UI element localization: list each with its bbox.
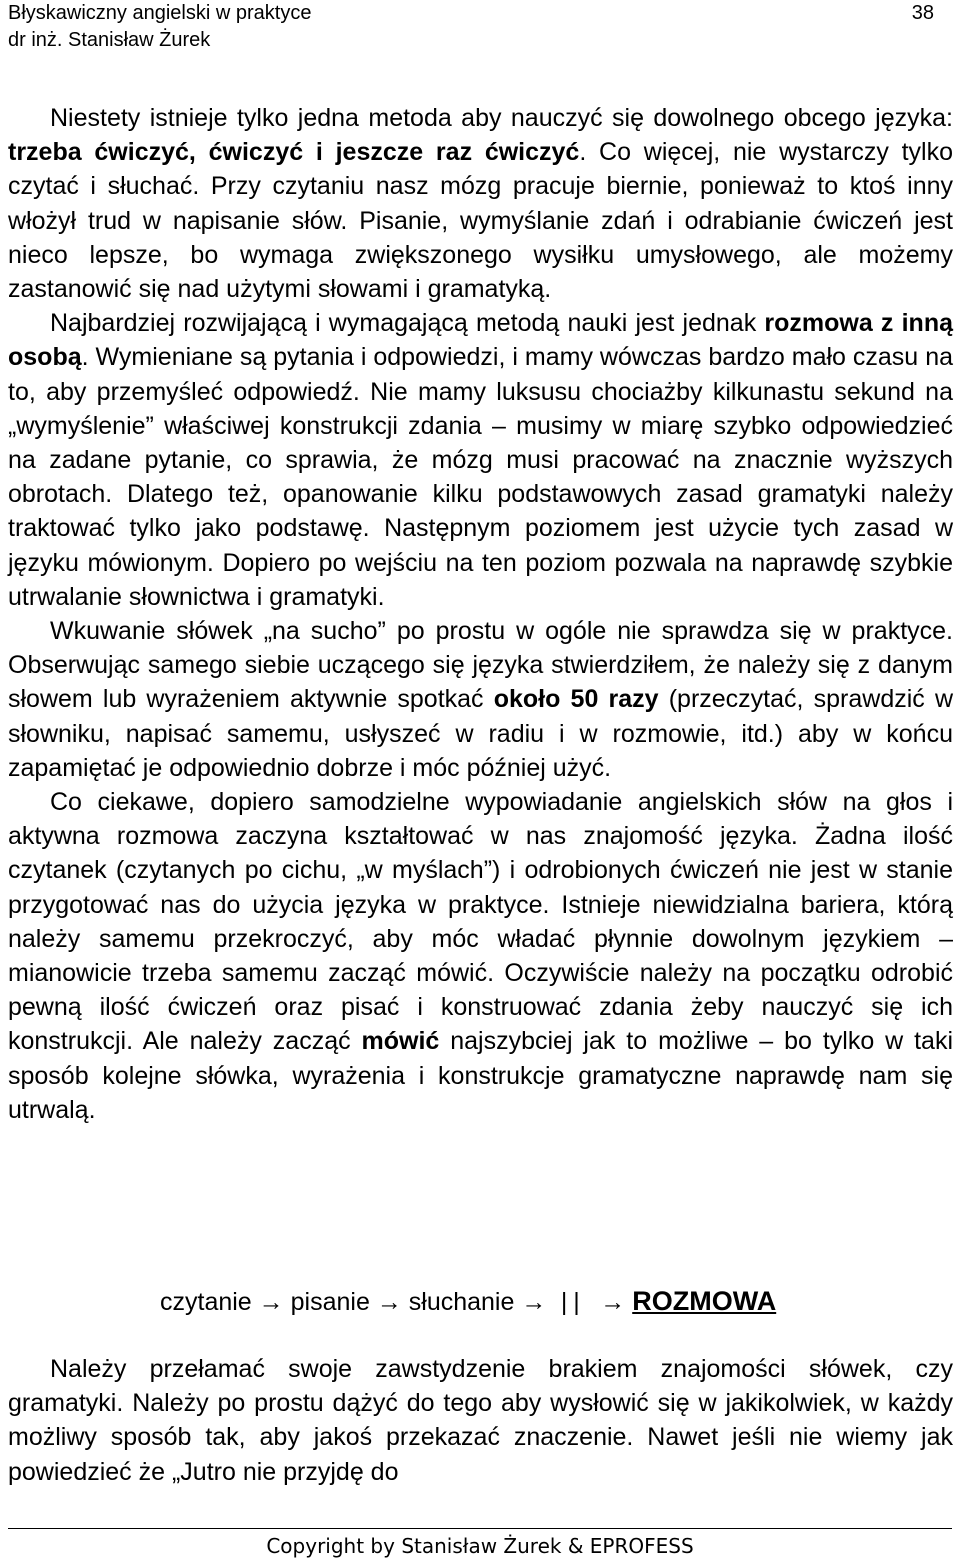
paragraph — [8, 785, 953, 1127]
arrow-right-icon: → — [258, 1288, 284, 1316]
text-run: Co ciekawe, dopiero samodzielne wypowiadanie angielskich słów na głos i aktywna rozmowa zaczyna kształtować w nas znajomość języka. Żadna ilość czytanek (czytanych po cichu, „w myślach”) i odrobionych ćwiczeń nie jest w stanie przygotować nas do użycia języka w praktyce. Istnieje niewidzialna bariera, którą należy samemu przekroczyć, aby móc władać płynnie dowolnym językiem – mianowicie trzeba samemu zacząć mówić. Oczywiście należy na początku odrobić pewną ilość ćwiczeń oraz pisać i konstruować zdania żeby nauczyć się ich konstrukcji. Ale należy zacząć — [8, 788, 953, 1056]
paragraph: Należy przełamać swoje zawstydzenie brakiem znajomości słówek, czy gramatyki. Należy po prostu dążyć do tego aby wysłowić się w jakikolwiek, w każdy możliwy sposób tak, aby jakoś przekazać znaczenie. Nawet jeśli nie wiemy jak powiedzieć że „Jutro nie przyjdę do — [8, 1355, 953, 1486]
text-run: Niestety istnieje tylko jedna metoda aby nauczyć się dowolnego obcego języka: — [50, 104, 953, 132]
page-number: 38 — [911, 2, 934, 24]
main-text-continued — [8, 1352, 953, 1489]
bold-text: mówić — [361, 1027, 440, 1056]
flow-step-writing: pisanie — [290, 1288, 370, 1316]
main-text — [8, 101, 953, 1127]
barrier-bars: || — [560, 1288, 586, 1316]
bold-text: około 50 razy — [493, 685, 659, 714]
text-run: najszybciej jak to możliwe – bo tylko w taki sposób kolejne słówka, wyrażenia i konstrukcje gramatyczne naprawdę nam się utrwalą. — [8, 1027, 954, 1124]
arrow-right-icon: → — [376, 1288, 402, 1316]
learning-flow — [160, 1284, 776, 1319]
paragraph — [8, 306, 953, 614]
footer-divider — [8, 1528, 952, 1529]
page-header — [8, 0, 956, 54]
flow-step-listening: słuchanie — [408, 1288, 515, 1316]
document-title: Błyskawiczny angielski w praktyce — [8, 2, 312, 24]
paragraph — [8, 101, 953, 306]
text-run: Najbardziej rozwijającą i wymagającą metodą nauki jest jednak — [50, 309, 765, 338]
text-run: . Wymieniane są pytania i odpowiedzi, i mamy wówczas bardzo mało czasu na to, aby przemyśleć odpowiedź. Nie mamy luksusu chociażby kilkunastu sekund na „wymyślenie” właściwej konstrukcji zdania – musimy w miarę szybko odpowiedzieć na zadane pytanie, co sprawia, że mózg musi pracować na znacznie wyższych obrotach. Dlatego też, opanowanie kilku podstawowych zasad gramatyki należy traktować tylko jako podstawę. Następnym poziomem jest użycie tych zasad w języku mówionym. Dopiero po wejściu na ten poziom pozwala na naprawdę szybkie utrwalanie słownictwa i gramatyki. — [8, 343, 953, 611]
copyright-text: Copyright by Stanisław Żurek & EPROFESS — [266, 1534, 694, 1558]
text-run: . Co więcej, nie wystarczy tylko czytać i słuchać. Przy czytaniu nasz mózg pracuje biernie, ponieważ to ktoś inny włożył trud w napisanie słów. Pisanie, wymyślanie zdań i odrabianie ćwiczeń jest nieco lepsze, bo wymaga zwiększonego wysiłku umysłowego, ale możemy zastanowić się nad użytymi słowami i gramatyką. — [8, 138, 953, 304]
bold-text: trzeba ćwiczyć, ćwiczyć i jeszcze raz ćwiczyć — [8, 138, 580, 167]
arrow-right-icon: → — [600, 1288, 626, 1316]
flow-step-conversation: ROZMOWA — [632, 1286, 777, 1316]
text-run: Wkuwanie słówek „na sucho” po prostu w ogóle nie sprawdza się w praktyce. Obserwując samego siebie uczącego się języka stwierdziłem, że należy się z danym słowem lub wyrażeniem aktywnie spotkać — [8, 617, 953, 714]
document-author: dr inż. Stanisław Żurek — [8, 29, 211, 51]
bold-text: rozmowa z inną osobą — [8, 309, 953, 372]
text-run: (przeczytać, sprawdzić w słowniku, napisać samemu, usłyszeć w radiu i w rozmowie, itd.) aby w końcu zapamiętać je odpowiednio dobrze i móc później użyć. — [8, 685, 953, 782]
page-footer — [0, 1532, 960, 1560]
flow-step-reading: czytanie — [160, 1288, 252, 1316]
arrow-right-icon: → — [521, 1288, 547, 1316]
paragraph — [8, 614, 953, 785]
